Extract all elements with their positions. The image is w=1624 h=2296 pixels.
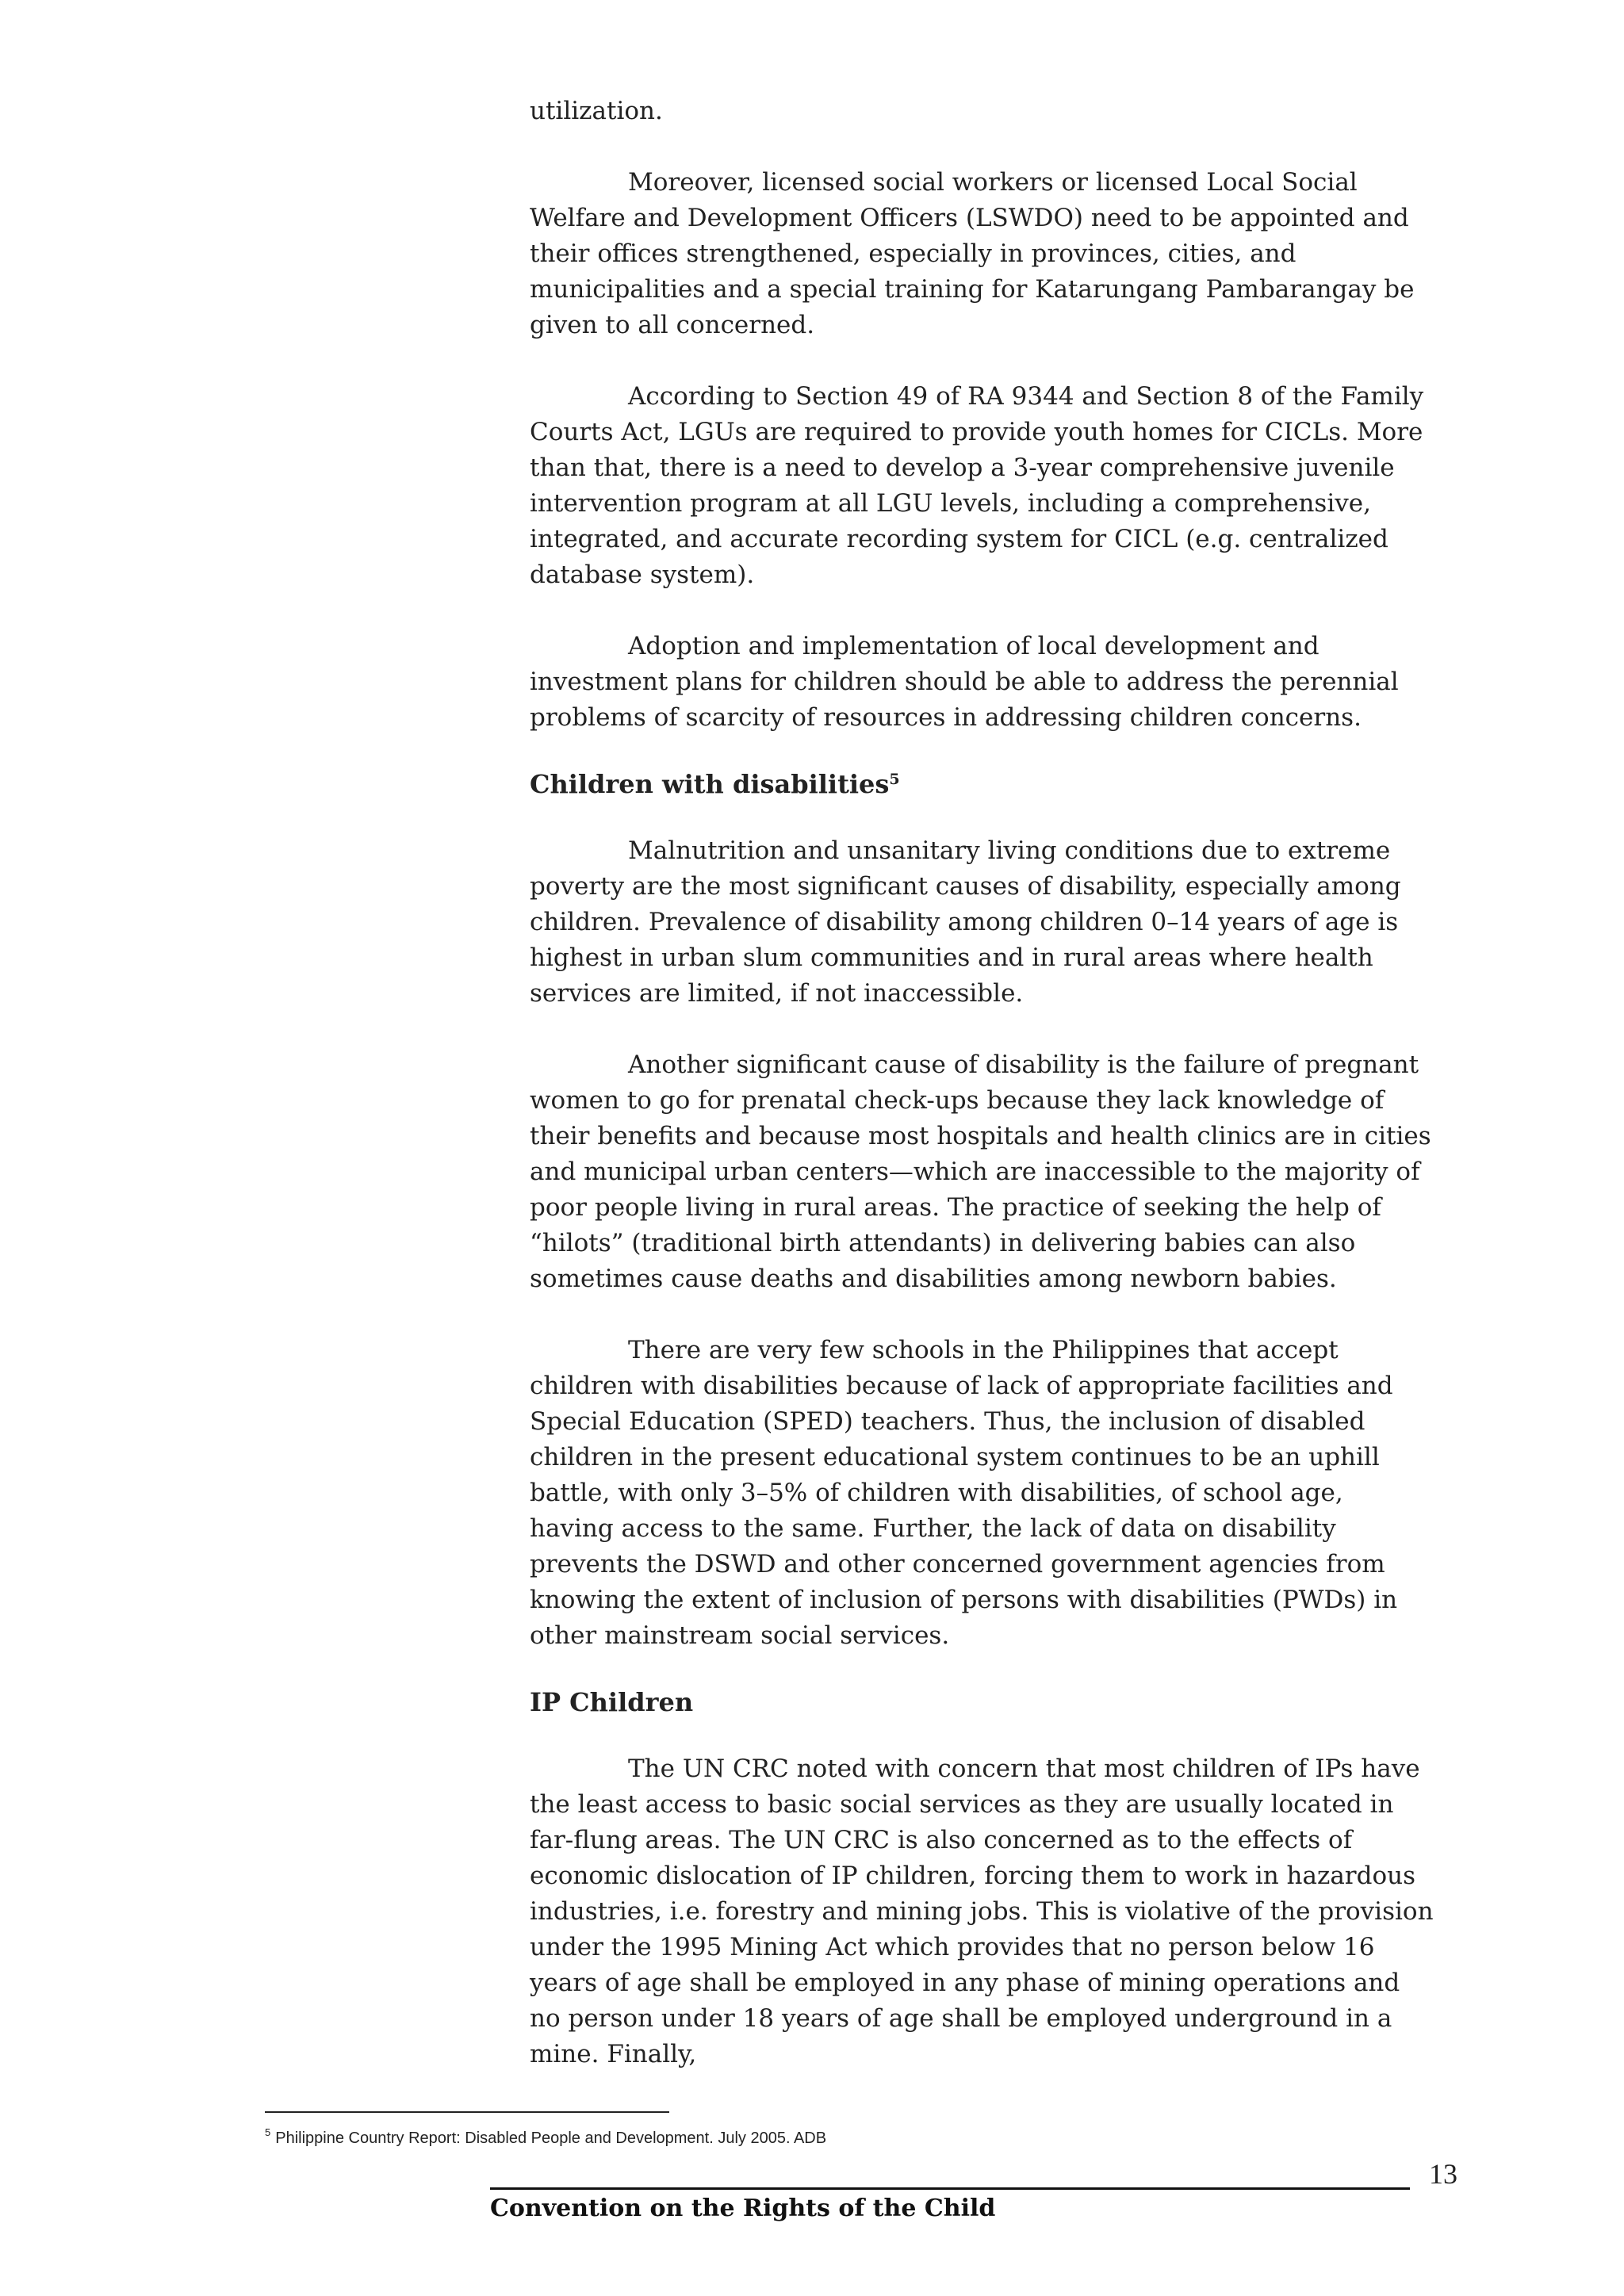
paragraph-adoption: Adoption and implementation of local development and investment plans for children should be able to address the perennial problems of scarcity of resources in addressing children concerns. — [530, 632, 1399, 732]
heading-children-with-disabilities — [530, 767, 1434, 802]
footnote-text: Philippine Country Report: Disabled People and Development. July 2005. ADB — [275, 2130, 827, 2147]
footer-title: Convention on the Rights of the Child — [490, 2195, 996, 2222]
paragraph-malnutrition: Malnutrition and unsanitary living conditions due to extreme poverty are the most significant causes of disability, especially among children. Prevalence of disability among children 0–14 years of age is highest in urban slum communities and in rural areas where health services are limited, if not inaccessible. — [530, 836, 1401, 1008]
footnote-separator — [265, 2111, 669, 2113]
paragraph-schools: There are very few schools in the Philippines that accept children with disabilities because of lack of appropriate facilities and Special Education (SPED) teachers. Thus, the inclusion of disabled children in the present educational system continues to be an uphill battle, with only 3–5% of children with disabilities, of school age, having access to the same. Further, the lack of data on disability prevents the DSWD and other concerned government agencies from knowing the extent of inclusion of persons with disabilities (PWDs) in other mainstream social services. — [530, 1336, 1398, 1650]
paragraph-utilization: utilization. — [530, 97, 663, 125]
paragraph-lswdo: Moreover, licensed social workers or licensed Local Social Welfare and Development Officers (LSWDO) need to be appointed and their offices strengthened, especially in provinces, cities, and municipalities and a special training for Katarungang Pambarangay be given to all concerned. — [530, 168, 1415, 339]
paragraph-prenatal: Another significant cause of disability is the failure of pregnant women to go for prenatal check-ups because they lack knowledge of their benefits and because most hospitals and health clinics are in cities and municipal urban centers—which are inaccessible to the majority of poor people living in rural areas. The practice of seeking the help of “hilots” (traditional birth attendants) in delivering babies can also sometimes cause deaths and disabilities among newborn babies. — [530, 1050, 1431, 1293]
body-text-column — [530, 94, 1434, 2108]
page-number: 13 — [1429, 2158, 1457, 2190]
heading-ip-children: IP Children — [530, 1687, 694, 1717]
footnote — [265, 2127, 826, 2149]
footer-separator — [490, 2187, 1410, 2190]
footnote-marker: 5 — [265, 2126, 271, 2138]
heading-children-with-disabilities-text: Children with disabilities — [530, 769, 890, 799]
paragraph-un-crc: The UN CRC noted with concern that most children of IPs have the least access to basic social services as they are usually located in far-flung areas. The UN CRC is also concerned as to the effects of economic dislocation of IP children, forcing them to work in hazardous industries, i.e. forestry and mining jobs. This is violative of the provision under the 1995 Mining Act which provides that no person below 16 years of age shall be employed in any phase of mining operations and no person under 18 years of age shall be employed underground in a mine. Finally, — [530, 1755, 1434, 2068]
paragraph-section-49: According to Section 49 of RA 9344 and Section 8 of the Family Courts Act, LGUs are required to provide youth homes for CICLs. More than that, there is a need to develop a 3-year comprehensive juvenile intervention program at all LGU levels, including a comprehensive, integrated, and accurate recording system for CICL (e.g. centralized database system). — [530, 382, 1424, 589]
footnote-reference-5: 5 — [889, 771, 900, 788]
